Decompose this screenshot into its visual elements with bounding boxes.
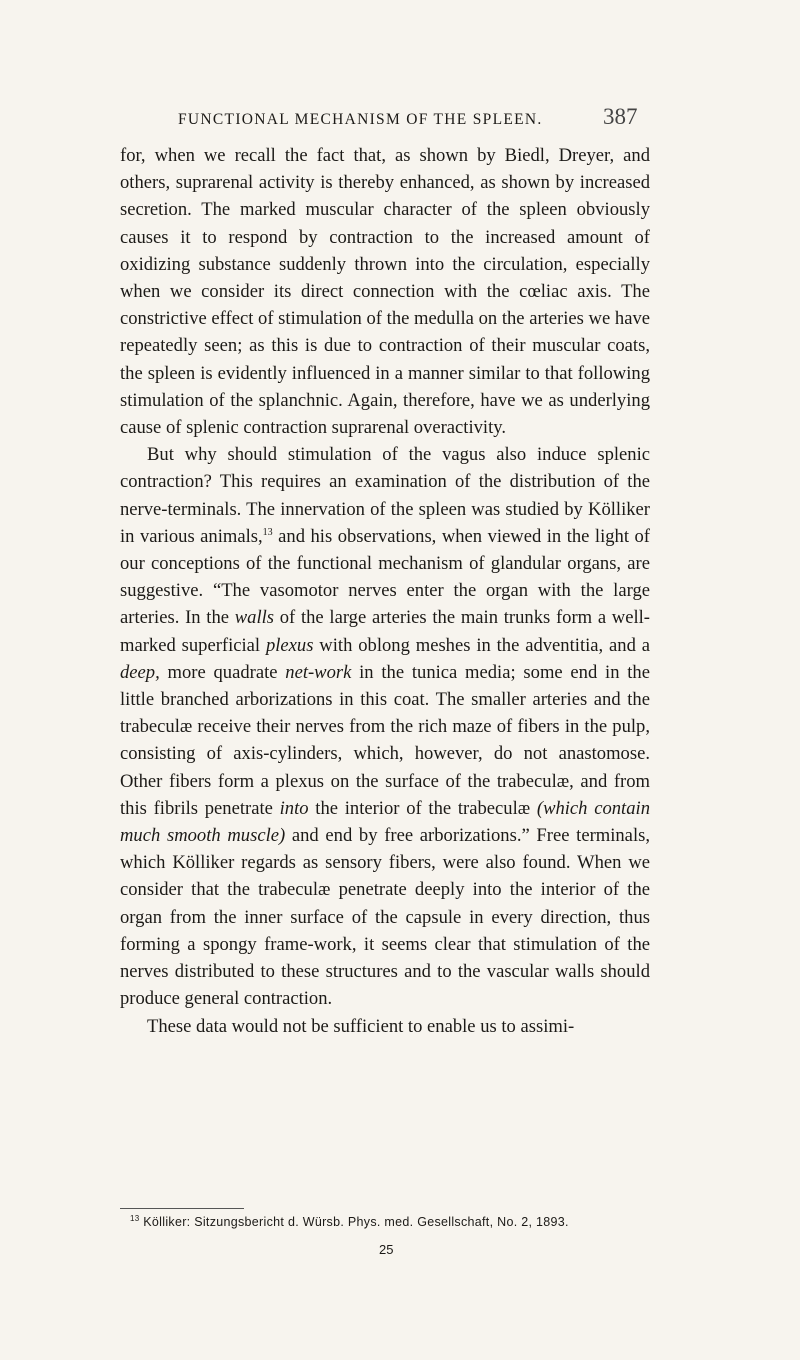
italic-text: net-work xyxy=(285,661,352,683)
text-run: These data would not be sufficient to enable us to assimi- xyxy=(147,1015,575,1037)
text-run: in the tunica media; some end in the little branched arborizations in this coat. The smaller arteries and the trabeculæ receive their nerves from the rich maze of fibers in the pulp, consisting of axis-cylinders, which, however, do not anastomose. Other fibers form a plexus on the surface of the trabeculæ, and from this fibrils penetrate xyxy=(120,661,650,819)
text-run: with oblong meshes in the adventitia, and a xyxy=(313,634,650,656)
footnote-divider xyxy=(120,1208,244,1209)
italic-text: walls xyxy=(234,607,275,629)
text-run: But why should stimulation of the vagus also induce splenic contraction? This requires an examination of the distribution of the nerve-terminals. The innervation of the spleen was studied by Kölliker in various animals, xyxy=(120,444,650,547)
italic-text: deep, xyxy=(120,661,160,683)
footnote-marker: 13 xyxy=(130,1214,140,1223)
signature-mark: 25 xyxy=(379,1242,394,1257)
text-run: and end by free arborizations.” Free terminals, which Kölliker regards as sensory fibers, were also found. When we consider that the trabeculæ penetrate deeply into the interior of the organ from the inner surface of the capsule in every direction, thus forming a spongy frame-work, it seems clear that stimulation of the nerves distributed to these structures and to the vascular walls should produce general contraction. xyxy=(120,825,650,1010)
paragraph xyxy=(120,142,650,441)
text-run: and his observations, when viewed in the light of our conceptions of the functional mechanism of glandular organs, are suggestive. “The vasomotor nerves enter the organ with the large arteries. In the xyxy=(120,525,650,629)
footnote-text: Kölliker: Sitzungsbericht d. Würsb. Phys. med. Gesellschaft, No. 2, 1893. xyxy=(139,1215,569,1230)
italic-text: (which contain much smooth muscle) xyxy=(120,797,650,847)
paragraph xyxy=(120,441,650,1012)
text-run: more quadrate xyxy=(159,661,286,683)
footnote-reference: 13 xyxy=(262,526,273,538)
footnote xyxy=(130,1214,660,1229)
text-run: the interior of the trabeculæ xyxy=(308,797,537,819)
paragraph xyxy=(120,1013,650,1040)
body-text xyxy=(120,142,650,1040)
italic-text: into xyxy=(279,797,309,819)
text-run: for, when we recall the fact that, as shown by Biedl, Dreyer, and others, suprarenal activity is thereby enhanced, as shown by increased secretion. The marked muscular character of the spleen obviously causes it to respond by contraction to the increased amount of oxidizing substance suddenly thrown into the circulation, especially when we consider its direct connection with the cœliac axis. The constrictive effect of stimulation of the medulla on the arteries we have repeatedly seen; as this is due to contraction of their muscular coats, the spleen is evidently influenced in a manner similar to that following stimulation of the splanchnic. Again, therefore, have we as underlying cause of splenic contraction suprarenal overactivity. xyxy=(120,145,650,439)
page-number: 387 xyxy=(603,104,638,129)
running-header: FUNCTIONAL MECHANISM OF THE SPLEEN. xyxy=(178,111,543,128)
text-run: of the large arteries the main trunks form a well-marked superficial xyxy=(120,607,651,656)
italic-text: plexus xyxy=(265,634,314,656)
